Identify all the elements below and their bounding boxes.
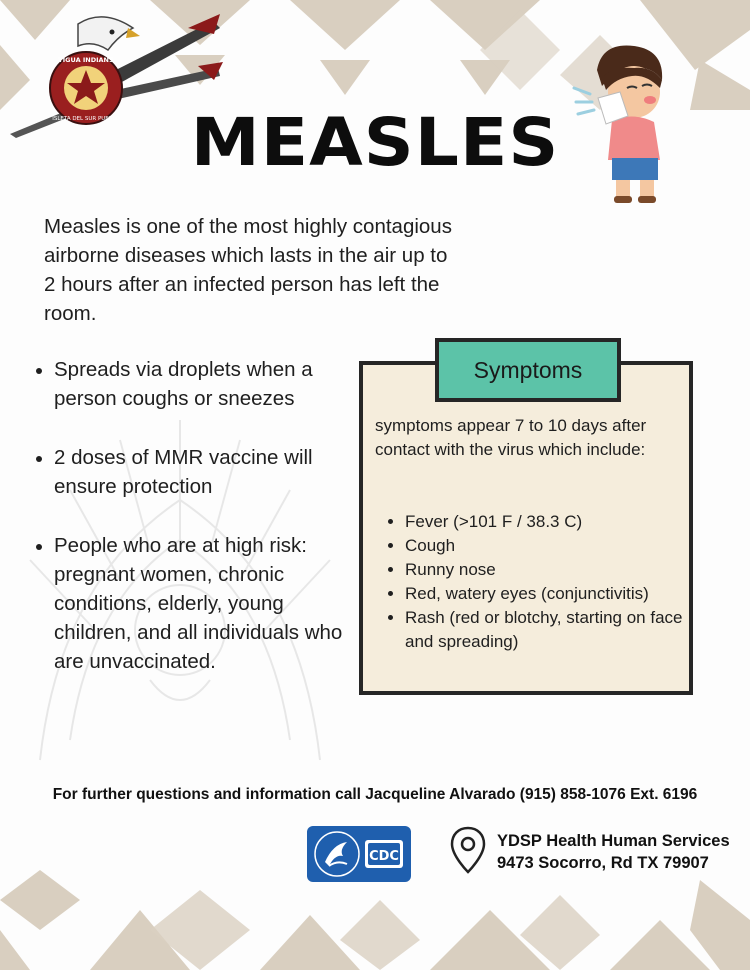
fact-item-vaccine: • 2 doses of MMR vaccine will ensure protection: [54, 443, 364, 501]
symptom-item-rash: • Rash (red or blotchy, starting on face and spreading): [405, 606, 705, 654]
svg-text:TIGUA INDIANS: TIGUA INDIANS: [58, 56, 114, 64]
bottom-border-pattern: [0, 870, 750, 970]
address-org: YDSP Health Human Services: [497, 832, 730, 850]
symptoms-heading: Symptoms: [435, 338, 621, 402]
symptoms-lead-text: symptoms appear 7 to 10 days after contact with the virus which include:: [375, 416, 647, 459]
location-pin-icon: [450, 826, 486, 874]
svg-text:ISLETA DEL SUR PUEBLO: ISLETA DEL SUR PUEBLO: [52, 116, 120, 122]
address-street: 9473 Socorro, Rd TX 79907: [497, 854, 709, 872]
hhs-cdc-logo: [307, 826, 411, 882]
symptom-item-eyes: • Red, watery eyes (conjunctivitis): [405, 582, 705, 606]
cdc-logo-text: CDC: [369, 849, 399, 864]
symptom-item-fever: • Fever (>101 F / 38.3 C): [405, 510, 705, 534]
intro-paragraph: Measles is one of the most highly contagious airborne diseases which lasts in the air up to 2 hours after an infected person has left the room.: [44, 215, 452, 325]
symptom-item-cough: • Cough: [405, 534, 705, 558]
page-title: MEASLES: [190, 104, 560, 181]
fact-item-risk: • People who are at high risk: pregnant women, chronic conditions, elderly, young children, and all individuals who are unvaccinated.: [54, 531, 364, 676]
contact-line: For further questions and information call Jacqueline Alvarado (915) 858-1076 Ext. 6196: [52, 786, 698, 803]
fact-item-spread: • Spreads via droplets when a person coughs or sneezes: [54, 355, 364, 413]
symptoms-list: [380, 510, 705, 654]
facts-list: [28, 355, 364, 706]
symptom-item-runny-nose: • Runny nose: [405, 558, 705, 582]
address-block: [497, 830, 747, 874]
